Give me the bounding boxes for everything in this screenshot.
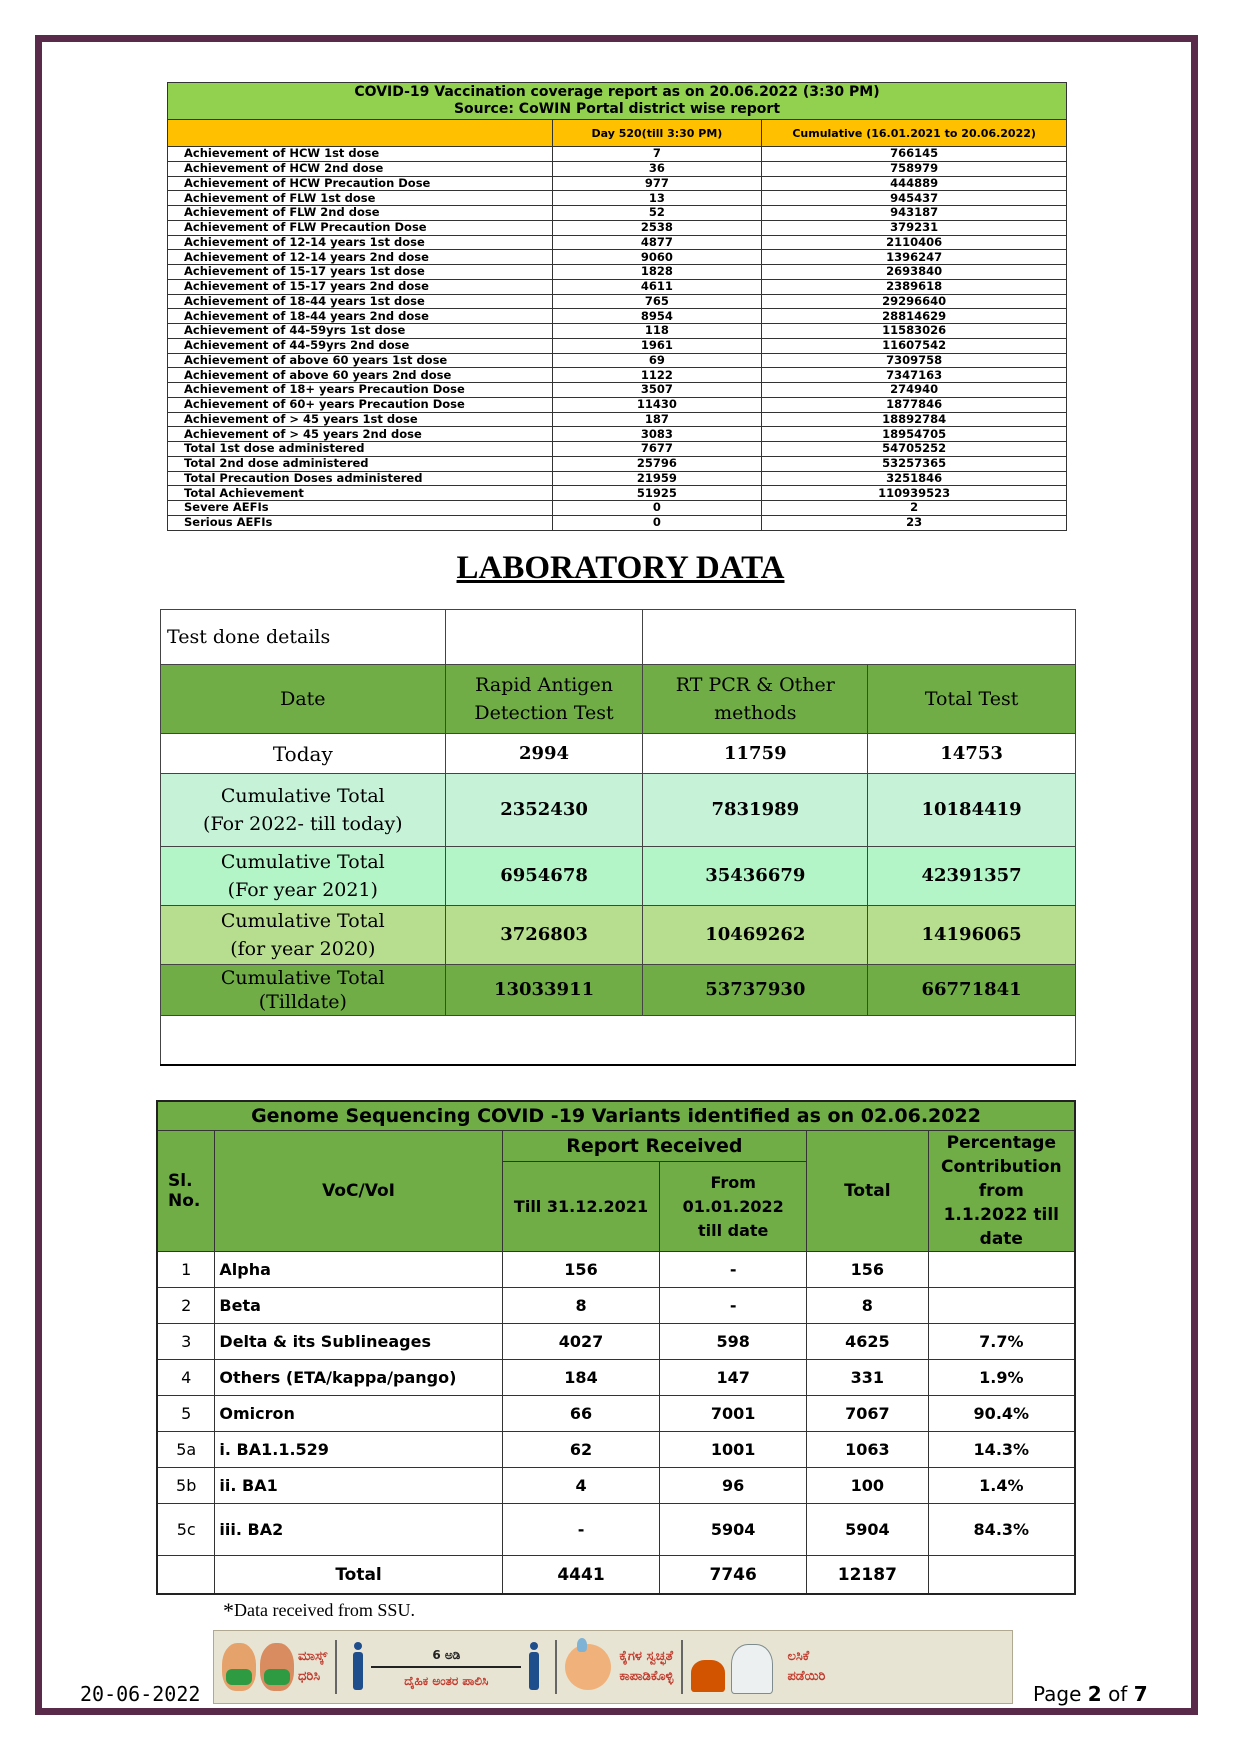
vaccination-row-day: 4611 (552, 279, 762, 294)
vaccination-row-cumulative: 18954705 (762, 427, 1067, 442)
genome-row-sl: 4 (157, 1360, 215, 1396)
distance-top-text: 6 ಅಡಿ (432, 1648, 461, 1662)
vaccination-row (168, 471, 1067, 486)
page-number: Page 2 of 7 (1033, 1682, 1148, 1706)
genome-total-total: 12187 (807, 1556, 929, 1595)
lab-rat-value: 6954678 (445, 847, 643, 906)
distance-bottom-text: ದೈಹಿಕ ಅಂತರ ಪಾಲಿಸಿ (404, 1674, 489, 1688)
vaccination-row-cumulative: 766145 (762, 147, 1067, 162)
genome-header-total: Total (807, 1131, 929, 1252)
distance-arrow-icon (371, 1648, 521, 1688)
vaccination-row-cumulative: 7347163 (762, 368, 1067, 383)
vaccination-row-label: Achievement of 15-17 years 2nd dose (168, 279, 553, 294)
lab-rat-value: 2352430 (445, 774, 643, 847)
vaccination-row-label: Achievement of 18-44 years 1st dose (168, 294, 553, 309)
vaccination-row-cumulative: 2693840 (762, 265, 1067, 280)
vaccination-row-cumulative: 945437 (762, 191, 1067, 206)
vaccination-row-cumulative: 18892784 (762, 412, 1067, 427)
vaccination-row (168, 147, 1067, 162)
vaccination-row-day: 9060 (552, 250, 762, 265)
genome-row-name: i. BA1.1.529 (215, 1432, 502, 1468)
lab-rat-value: 13033911 (445, 965, 643, 1016)
footer-date: 20-06-2022 (80, 1682, 201, 1706)
vaccination-row-cumulative: 11607542 (762, 338, 1067, 353)
vaccination-row-cumulative: 54705252 (762, 442, 1067, 457)
genome-row (157, 1360, 1075, 1396)
genome-row-sl: 5 (157, 1396, 215, 1432)
genome-row-total: 100 (807, 1468, 929, 1504)
vaccination-row-cumulative: 2110406 (762, 235, 1067, 250)
genome-total-row (157, 1556, 1075, 1595)
genome-row-name: Beta (215, 1288, 502, 1324)
vaccination-row-label: Total Precaution Doses administered (168, 471, 553, 486)
lab-total-value: 66771841 (868, 965, 1076, 1016)
vaccination-row-day: 52 (552, 206, 762, 221)
vaccination-row (168, 353, 1067, 368)
footnote: *Data received from SSU. (223, 1598, 415, 1623)
vaccination-row-cumulative: 2 (762, 501, 1067, 516)
lab-blank-cell (445, 610, 643, 665)
vaccination-row-cumulative: 110939523 (762, 486, 1067, 501)
genome-row-name: Others (ETA/kappa/pango) (215, 1360, 502, 1396)
vaccination-row-label: Achievement of HCW 2nd dose (168, 161, 553, 176)
vaccination-row (168, 206, 1067, 221)
vaccination-row-label: Achievement of 18+ years Precaution Dose (168, 383, 553, 398)
vaccination-row (168, 515, 1067, 530)
genome-row-pct: 90.4% (928, 1396, 1075, 1432)
genome-row (157, 1324, 1075, 1360)
genome-row-name: Alpha (215, 1252, 502, 1288)
vaccination-row-label: Achievement of 12-14 years 1st dose (168, 235, 553, 250)
vaccination-row-label: Achievement of HCW Precaution Dose (168, 176, 553, 191)
genome-row-total: 8 (807, 1288, 929, 1324)
vaccination-row-label: Achievement of 44-59yrs 2nd dose (168, 338, 553, 353)
lab-header-rtpcr: RT PCR & Other methods (643, 665, 868, 734)
genome-row-from: - (660, 1252, 807, 1288)
lab-empty-row (161, 1016, 1076, 1066)
vaccination-row-cumulative: 53257365 (762, 456, 1067, 471)
vaccination-row-label: Achievement of > 45 years 1st dose (168, 412, 553, 427)
vaccination-row-cumulative: 758979 (762, 161, 1067, 176)
lab-rtpcr-value: 7831989 (643, 774, 868, 847)
hands-text: ಕೈಗಳ ಸ್ವಚ್ಛತೆ (619, 1649, 674, 1664)
lab-row-label: Cumulative Total (Tilldate) (161, 965, 446, 1016)
vaccination-row (168, 279, 1067, 294)
genome-row-sl: 5a (157, 1432, 215, 1468)
vaccination-row (168, 324, 1067, 339)
vaccination-row-day: 0 (552, 501, 762, 516)
genome-row-till: 8 (502, 1288, 660, 1324)
vaccination-row-cumulative: 2389618 (762, 279, 1067, 294)
vaccination-row-day: 765 (552, 294, 762, 309)
genome-row-total: 5904 (807, 1504, 929, 1556)
vaccination-row-label: Achievement of FLW 1st dose (168, 191, 553, 206)
vaccination-row-day: 1961 (552, 338, 762, 353)
vaccination-row (168, 442, 1067, 457)
genome-total-blank (157, 1556, 215, 1595)
vaccination-row-day: 69 (552, 353, 762, 368)
vaccination-row-cumulative: 28814629 (762, 309, 1067, 324)
lab-row-cumulative-2020 (161, 906, 1076, 965)
lab-rtpcr-value: 10469262 (643, 906, 868, 965)
vaccination-row-label: Severe AEFIs (168, 501, 553, 516)
lab-row-label: Cumulative Total (For 2022- till today) (161, 774, 446, 847)
genome-total-pct (928, 1556, 1075, 1595)
lab-rat-value: 2994 (445, 734, 643, 774)
vaccination-row (168, 383, 1067, 398)
vaccination-row-cumulative: 274940 (762, 383, 1067, 398)
vaccination-row-label: Total 1st dose administered (168, 442, 553, 457)
vaccination-row (168, 309, 1067, 324)
masked-face-icon (260, 1643, 294, 1691)
vaccination-row-day: 4877 (552, 235, 762, 250)
lab-total-value: 42391357 (868, 847, 1076, 906)
vaccination-row-day: 25796 (552, 456, 762, 471)
vaccination-row (168, 338, 1067, 353)
vaccination-row (168, 427, 1067, 442)
lab-header-total: Total Test (868, 665, 1076, 734)
vaccination-row-label: Achievement of > 45 years 2nd dose (168, 427, 553, 442)
vaccination-row-day: 7 (552, 147, 762, 162)
vaccination-row-label: Achievement of 44-59yrs 1st dose (168, 324, 553, 339)
hands-text: ಕಾಪಾಡಿಕೊಳ್ಳಿ (619, 1669, 674, 1684)
genome-row-till: 4 (502, 1468, 660, 1504)
genome-row (157, 1468, 1075, 1504)
vaccination-row (168, 220, 1067, 235)
lab-rat-value: 3726803 (445, 906, 643, 965)
genome-total-till: 4441 (502, 1556, 660, 1595)
vaccination-row-cumulative: 444889 (762, 176, 1067, 191)
lab-total-value: 14196065 (868, 906, 1076, 965)
vaccination-row-day: 118 (552, 324, 762, 339)
lab-row-cumulative-tilldate (161, 965, 1076, 1016)
vaccination-row-label: Achievement of HCW 1st dose (168, 147, 553, 162)
lab-row-label: Cumulative Total (For year 2021) (161, 847, 446, 906)
vaccination-row (168, 368, 1067, 383)
genome-header-till: Till 31.12.2021 (502, 1162, 660, 1252)
genome-row-name: Delta & its Sublineages (215, 1324, 502, 1360)
genome-row-pct: 7.7% (928, 1324, 1075, 1360)
genome-row-pct (928, 1252, 1075, 1288)
vaccination-row-day: 51925 (552, 486, 762, 501)
vaccination-row-day: 1828 (552, 265, 762, 280)
vaccination-row-label: Total Achievement (168, 486, 553, 501)
vaccination-row-label: Achievement of 15-17 years 1st dose (168, 265, 553, 280)
vaccination-icon (691, 1642, 777, 1692)
vaccination-row-day: 36 (552, 161, 762, 176)
genome-row-till: 62 (502, 1432, 660, 1468)
genome-header-from: From 01.01.2022 till date (660, 1162, 807, 1252)
genome-row-from: 1001 (660, 1432, 807, 1468)
person-icon (351, 1642, 365, 1692)
vaccination-row-day: 11430 (552, 397, 762, 412)
vaccination-row-day: 3083 (552, 427, 762, 442)
handwash-icon (565, 1644, 611, 1690)
vaccination-row-day: 8954 (552, 309, 762, 324)
covid-guidelines-banner (213, 1630, 1013, 1704)
vaccination-table (167, 82, 1067, 531)
vaccination-row-day: 1122 (552, 368, 762, 383)
vaccination-row-cumulative: 379231 (762, 220, 1067, 235)
vaccination-row-label: Achievement of above 60 years 1st dose (168, 353, 553, 368)
vaccination-row (168, 265, 1067, 280)
person-icon (527, 1642, 541, 1692)
vaccine-text: ಪಡೆಯಿರಿ (787, 1669, 826, 1684)
lab-total-value: 10184419 (868, 774, 1076, 847)
handwash-segment (557, 1631, 681, 1703)
vaccination-row-cumulative: 11583026 (762, 324, 1067, 339)
vaccination-row-day: 977 (552, 176, 762, 191)
vaccination-row (168, 294, 1067, 309)
lab-blank-cell (643, 610, 1076, 665)
vaccination-header-day: Day 520(till 3:30 PM) (552, 120, 762, 147)
vaccination-header-cumulative: Cumulative (16.01.2021 to 20.06.2022) (762, 120, 1067, 147)
vaccination-row-label: Achievement of 18-44 years 2nd dose (168, 309, 553, 324)
vaccination-row-cumulative: 1877846 (762, 397, 1067, 412)
vaccination-row (168, 501, 1067, 516)
laboratory-title: LABORATORY DATA (456, 550, 785, 586)
lab-rtpcr-value: 35436679 (643, 847, 868, 906)
lab-rtpcr-value: 53737930 (643, 965, 868, 1016)
vaccination-row-cumulative: 3251846 (762, 471, 1067, 486)
vaccination-row-day: 2538 (552, 220, 762, 235)
vaccination-row-day: 0 (552, 515, 762, 530)
genome-row-till: 4027 (502, 1324, 660, 1360)
vaccination-rows (168, 147, 1067, 531)
vaccination-row-cumulative: 23 (762, 515, 1067, 530)
vaccination-row-cumulative: 7309758 (762, 353, 1067, 368)
genome-row-sl: 2 (157, 1288, 215, 1324)
lab-total-value: 14753 (868, 734, 1076, 774)
genome-header-voc: VoC/VoI (215, 1131, 502, 1252)
distance-segment (337, 1631, 555, 1703)
vaccination-row-day: 7677 (552, 442, 762, 457)
genome-row-till: - (502, 1504, 660, 1556)
vaccination-row-label: Serious AEFIs (168, 515, 553, 530)
vaccination-row-cumulative: 943187 (762, 206, 1067, 221)
genome-row-from: 96 (660, 1468, 807, 1504)
vaccination-row (168, 235, 1067, 250)
genome-row-total: 4625 (807, 1324, 929, 1360)
vaccination-row (168, 250, 1067, 265)
vaccination-row-label: Achievement of 12-14 years 2nd dose (168, 250, 553, 265)
genome-row-till: 184 (502, 1360, 660, 1396)
genome-row-sl: 5b (157, 1468, 215, 1504)
vaccination-row-label: Total 2nd dose administered (168, 456, 553, 471)
genome-row-total: 1063 (807, 1432, 929, 1468)
genome-row-till: 156 (502, 1252, 660, 1288)
genome-row-pct (928, 1288, 1075, 1324)
lab-rtpcr-value: 11759 (643, 734, 868, 774)
vaccination-title: COVID-19 Vaccination coverage report as on 20.06.2022 (3:30 PM) Source: CoWIN Portal district wise report (168, 83, 1067, 120)
genome-row-sl: 1 (157, 1252, 215, 1288)
vaccine-segment (683, 1631, 833, 1703)
vaccination-row (168, 161, 1067, 176)
genome-row-pct: 1.9% (928, 1360, 1075, 1396)
genome-row-name: ii. BA1 (215, 1468, 502, 1504)
genome-header-percentage: Percentage Contribution from 1.1.2022 till date (928, 1131, 1075, 1252)
genome-total-from: 7746 (660, 1556, 807, 1595)
genome-row-from: - (660, 1288, 807, 1324)
lab-row-label: Cumulative Total (for year 2020) (161, 906, 446, 965)
genome-row-from: 7001 (660, 1396, 807, 1432)
genome-row-from: 5904 (660, 1504, 807, 1556)
genome-row-total: 331 (807, 1360, 929, 1396)
mask-text: ಮಾಸ್ಕ್ (298, 1649, 328, 1664)
vaccination-row (168, 412, 1067, 427)
mask-segment (214, 1631, 335, 1703)
lab-row-cumulative-2021 (161, 847, 1076, 906)
vaccination-row-label: Achievement of FLW Precaution Dose (168, 220, 553, 235)
genome-row-pct: 14.3% (928, 1432, 1075, 1468)
vaccination-row-label: Achievement of above 60 years 2nd dose (168, 368, 553, 383)
vaccination-row-day: 187 (552, 412, 762, 427)
lab-header-rat: Rapid Antigen Detection Test (445, 665, 643, 734)
lab-row-cumulative-2022 (161, 774, 1076, 847)
genome-row-sl: 3 (157, 1324, 215, 1360)
genome-row-total: 156 (807, 1252, 929, 1288)
genome-row-till: 66 (502, 1396, 660, 1432)
mask-text: ಧರಿಸಿ (298, 1669, 321, 1684)
genome-header-sl: Sl. No. (157, 1131, 215, 1252)
genome-row (157, 1288, 1075, 1324)
vaccination-header-blank (168, 120, 553, 147)
vaccine-text: ಲಸಿಕೆ (787, 1649, 810, 1664)
genome-total-label: Total (215, 1556, 502, 1595)
genome-row-from: 147 (660, 1360, 807, 1396)
vaccination-row-cumulative: 29296640 (762, 294, 1067, 309)
vaccination-row (168, 456, 1067, 471)
genome-title: Genome Sequencing COVID -19 Variants identified as on 02.06.2022 (157, 1101, 1075, 1131)
genome-row (157, 1504, 1075, 1556)
vaccination-row-day: 3507 (552, 383, 762, 398)
genome-row-name: Omicron (215, 1396, 502, 1432)
laboratory-table (160, 609, 1076, 1066)
genome-rows (157, 1252, 1075, 1556)
genome-row (157, 1396, 1075, 1432)
vaccination-row (168, 397, 1067, 412)
vaccination-row-label: Achievement of FLW 2nd dose (168, 206, 553, 221)
genome-row-name: iii. BA2 (215, 1504, 502, 1556)
genome-row-sl: 5c (157, 1504, 215, 1556)
lab-row-today (161, 734, 1076, 774)
vaccination-row-day: 13 (552, 191, 762, 206)
genome-row (157, 1432, 1075, 1468)
test-done-details-label: Test done details (161, 610, 446, 665)
genome-row-pct: 1.4% (928, 1468, 1075, 1504)
vaccination-row (168, 176, 1067, 191)
genome-row (157, 1252, 1075, 1288)
vaccination-row-label: Achievement of 60+ years Precaution Dose (168, 397, 553, 412)
vaccination-row-cumulative: 1396247 (762, 250, 1067, 265)
genome-table (156, 1100, 1076, 1595)
genome-row-total: 7067 (807, 1396, 929, 1432)
genome-row-pct: 84.3% (928, 1504, 1075, 1556)
vaccination-row (168, 486, 1067, 501)
lab-header-date: Date (161, 665, 446, 734)
vaccination-row-day: 21959 (552, 471, 762, 486)
genome-header-report: Report Received (502, 1131, 806, 1162)
genome-row-from: 598 (660, 1324, 807, 1360)
lab-row-label: Today (161, 734, 446, 774)
masked-face-icon (222, 1643, 256, 1691)
vaccination-row (168, 191, 1067, 206)
